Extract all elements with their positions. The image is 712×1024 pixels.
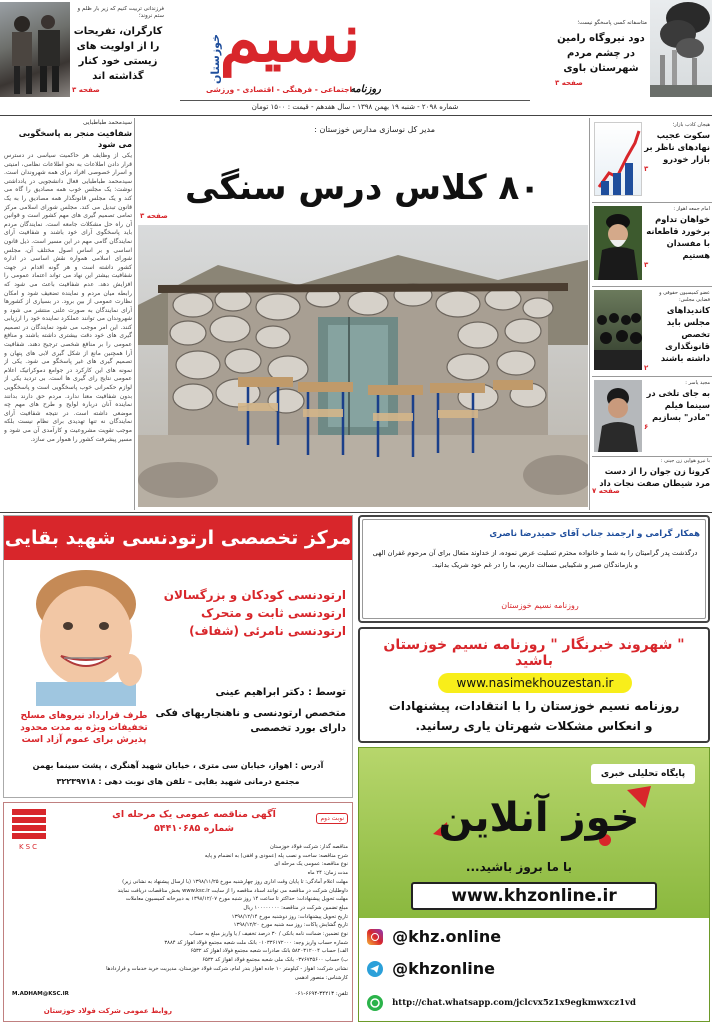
tender-line: مدت زمان: ۲۴ ماه	[307, 870, 348, 877]
ortho-title: مرکز تخصصی ارتودنسی شهید بقایی	[4, 516, 352, 560]
actor-photo	[594, 380, 642, 452]
parliament-photo	[594, 290, 642, 370]
tender-title: آگهی مناقصه عمومی یک مرحله ای	[112, 809, 276, 820]
khz-label: پایگاه تحلیلی خبری	[591, 764, 695, 784]
telegram-icon	[367, 961, 383, 977]
tender-line: مناقصه گذار: شرکت فولاد خوزستان	[269, 844, 348, 850]
khz-ad[interactable]	[358, 747, 710, 1022]
tender-phone: تلفن: ۳۴۲۱۳-۶۶۹۴-۰۶۱	[294, 991, 348, 997]
khz-telegram-row[interactable]	[367, 958, 703, 980]
sidebar-kicker: هیجان کاذب بازار؛	[672, 122, 710, 128]
whatsapp-link[interactable]: http://chat.whatsapp.com/jclcvx5z1x9egkmwxcz1vd	[392, 997, 636, 1008]
ortho-service-1: ارتودنسی کودکان و بزرگسالان	[163, 588, 346, 602]
smoke-stack-icon	[650, 0, 712, 97]
condolence	[358, 515, 710, 623]
editorial-title[interactable]: شفافیت منجر به پاسخگویی می شود	[18, 128, 132, 149]
tagline: اجتماعی - فرهنگی - اقتصادی - ورزشی	[205, 85, 353, 94]
tender-line: شرح مناقصه: ساخت و نصب پله (عمودی و افقی) به انضمام و پایه	[204, 852, 348, 859]
chart-arrow-icon	[595, 123, 642, 196]
tender-line: نشانی شرکت: اهواز - کیلومتر ۱۰ جاده اهواز بندر امام، شرکت فولاد خوزستان، مدیریت خرید خدمات و قراردادها	[106, 965, 348, 972]
sidebar-page: ۳	[644, 165, 649, 173]
sidebar-item-parliament[interactable]	[592, 288, 712, 374]
child-smile-photo	[6, 564, 156, 706]
sidebar-page: صفحه ۷	[592, 487, 620, 495]
tender-line: داوطلبان شرکت در مناقصه می توانند اسناد مناقصه را از سایت www.ksc.ir بخش مناقصات دریافت نمایند	[117, 887, 348, 894]
tender-badge: نوبت دوم	[316, 813, 348, 824]
tender-line: نوع مناقصه: عمومی یک مرحله ای	[274, 861, 348, 868]
instagram-handle: @khz.online	[392, 927, 502, 946]
paper-label: روزنامه	[349, 84, 381, 95]
reporter-line-1: روزنامه نسیم خوزستان را با انتقادات، پیشنهادات	[388, 699, 680, 713]
tender	[3, 802, 353, 1022]
reporter-ad[interactable]	[358, 627, 710, 743]
top-right-page[interactable]: صفحه ۳	[555, 79, 583, 87]
tender-line: تاریخ گشایش پاکات: روز سه شنبه مورخ ۱۳۹۸/۱۲/۲۰	[233, 922, 348, 929]
logo-main: نسیم	[219, 0, 361, 77]
khz-instagram-row[interactable]	[367, 926, 703, 948]
sidebar-kicker: عضو کمیسیون حقوقی و قضایی مجلس:	[659, 290, 710, 303]
tender-number: شماره ۵۴۴۱۰۶۸۵	[153, 823, 235, 834]
sidebar-item-imam-jomeh[interactable]	[592, 204, 712, 284]
sidebar-item-corona[interactable]	[592, 458, 710, 510]
tender-line: تاریخ تحویل پیشنهادات: روز دوشنبه مورخ ۱۳۹۸/۱۲/۱۴	[231, 913, 348, 920]
crowd-icon	[594, 290, 642, 370]
tender-line: ب) حساب ۰۳۷۶۷۳۵۶۰۰ بانک ملی شعبه مجتمع فولاد اهواز کد ۶۵۳۲	[202, 957, 348, 964]
sidebar-title: به جای تلخی در سینما فیلم "مادر" بسازیم	[646, 388, 710, 422]
condolence-body: درگذشت پدر گرامیتان را به شما و خانواده محترم تسلیت عرض نموده، از خداوند متعال برای آن مرحوم غفران الهی و بازماندگان صبر و شکیبایی مسالت داریم، ما را در غم خود شریک بدانید.	[372, 549, 698, 569]
ortho-doctor-line-2: دارای بورد تخصصی	[250, 723, 346, 734]
orthodontics-ad[interactable]	[3, 515, 353, 798]
ortho-service-2: ارتودنسی ثابت و متحرک	[200, 606, 346, 620]
whatsapp-icon	[367, 995, 383, 1011]
sidebar-page: ۳	[644, 261, 649, 269]
tender-line: نوع تضمین: ضمانت نامه بانکی / ۳۰ درصد تخفیف / یا واریز مبلغ به حساب	[189, 931, 348, 938]
logo	[205, 0, 381, 100]
reporter-title: " شهروند خبرنگار " روزنامه نسیم خوزستان باشید	[383, 637, 685, 669]
editorial-body: یکی از وظایف هر حاکمیت سیاسی در دسترس قرار دادن اطلاعات به نحو اطلاعات نظامی، امنیتی و اسرار خصوصی افراد برای همه شهروندان است. سیدمحمد طباطبایی فعال دانشجویی در یادداشتی نوشت: یک مجلس خوب همه مصادیق را گاه می کند و یک مجلس قانونگذار همه مصادیق را به یک قانون تبدیل می کند. مجلس شورای اسلامی مرکز تمامی تصمیم گیری های مهم کشور است و قوانین آن راه حل مشکلات جامعه است. نمایندگان مردم باید پاسخگوی آرای خود باشند و شفافیت آرای نمایندگان گامی مهم در این مسیر است. ذیل قانون اساسی و بر اساس اصول مختلف آن، مجلس شورای اسلامی همواره نقش اساسی در اداره کشور داشته است و هر گونه اقدام در جهت شفافیت بیشتر این نهاد می تواند اعتماد عمومی را افزایش دهد. عدم شفافیت باعث می شود که رابطه میان مردم و نماینده تضعیف شود و امکان نظارت عمومی از بین برود. در بسیاری از کشورها آرای نمایندگان به صورت علنی منتشر می شود و شهروندان می توانند عملکرد نماینده خود را ارزیابی کنند. این امر موجب می شود نمایندگان در تصمیم گیری های خود دقت بیشتری داشته باشند و منافع عمومی را بر منافع شخصی ترجیح دهند. شفافیت آرا همچنین مانع از شکل گیری لابی های پنهان و تصمیم گیری های غیر پاسخگو می شود. یکی از نمونه های این کارکرد در جوامع دموکراتیک اعلام عمومی نتایج رای گیری ها است. بی تردید یکی از لوازم حکمرانی خوب پاسخگویی است و پاسخگویی بدون شفافیت معنا ندارد. مردم حق دارند بدانند نماینده آنان درباره لوایح و طرح های مهم چه موضعی داشته است. در نتیجه شفافیت آرای نمایندگان نه تنها تهدیدی برای نظام نیست بلکه موجب تقویت مشروعیت و کارآمدی آن می شود و مسیر پیشرفت کشور را هموار می سازد.	[4, 152, 132, 443]
sidebar-item-cinema[interactable]	[592, 378, 712, 454]
ortho-doctor-line-1: متخصص ارتودنسی و ناهنجاریهای فکی	[155, 708, 346, 719]
lead-page[interactable]: صفحه ۳	[140, 212, 168, 220]
sidebar-kicker: امام جمعه اهواز :	[673, 206, 710, 212]
workers-photo	[0, 2, 70, 97]
tender-line: کارشناس: منصور ادهمی	[294, 974, 348, 981]
ortho-offer-1: طرف قرارداد نیروهای مسلح	[20, 711, 148, 721]
ortho-address: آدرس : اهواز، خیابان سی متری ، خیابان شهید آهنگری ، پشت سینما بهمن	[32, 761, 324, 770]
khz-url[interactable]: www.khzonline.ir	[411, 882, 657, 910]
editorial	[4, 118, 132, 510]
sidebar-page: ۶	[644, 423, 649, 431]
khz-logo-text: خوز آنلاین	[438, 795, 640, 841]
khz-slogan: با ما بروز باشید...	[465, 860, 573, 874]
sidebar-title: سکوت عجیب نهادهای ناظر بر بازار خودرو	[644, 130, 710, 164]
editorial-author: سیدمحمد طباطبایی	[82, 119, 132, 126]
reporter-line-2: و انعکاس مشکلات شهرتان یاری رسانید.	[415, 719, 653, 733]
tender-body	[12, 843, 348, 982]
top-left-page[interactable]: صفحه ۳	[72, 86, 100, 94]
cleric-photo	[594, 206, 642, 280]
ksc-logo-text: KSC	[19, 843, 39, 851]
masthead	[0, 0, 712, 100]
child-icon	[6, 564, 156, 706]
ortho-offer-3: پذیرش برای عموم آزاد است	[21, 735, 147, 745]
tender-line: مهلت اعلام آمادگی: تا پایان وقت اداری روز چهارشنبه مورخ ۱۳۹۸/۱۱/۲۵ (با ارسال پیشنهاد به نشانی زیر)	[122, 878, 348, 885]
top-right-title[interactable]: دود نیروگاه رامین در چشم مردم شهرستان باوی	[557, 33, 645, 74]
ksc-logo-icon	[12, 809, 46, 839]
instagram-icon	[367, 929, 383, 945]
condolence-title: همکار گرامی و ارجمند جناب آقای حمیدرضا ناصری	[489, 529, 700, 539]
car-market-photo	[594, 122, 642, 196]
khz-whatsapp-row[interactable]	[367, 992, 703, 1014]
stone-classroom-photo	[138, 225, 588, 507]
sidebar-kicker: با نیرو هوایی زن جینی :	[660, 458, 710, 464]
ortho-doctor: توسط : دکتر ابراهیم عینی	[215, 687, 346, 698]
cleric-icon	[594, 206, 642, 280]
tender-line: مهلت تحویل پیشنهادات: حداکثر تا ساعت ۱۴ روز شنبه مورخ ۱۳۹۸/۱۲/۰۷ به دبیرخانه کمیسیون معاملات	[125, 896, 348, 903]
reporter-url[interactable]: www.nasimekhouzestan.ir	[438, 673, 632, 693]
tender-line: مبلغ تضمین شرکت در مناقصه: ۱۰۰۰۰۰۰۰۰ ریال	[243, 904, 348, 911]
workers-icon	[0, 2, 70, 97]
sidebar-item-car-market[interactable]	[592, 118, 712, 200]
sidebar-title: کاندیداهای مجلس باید تخصص قانونگذاری داشته باشند	[660, 305, 710, 363]
khz-logo	[419, 778, 659, 858]
top-left-title[interactable]: کارگران، تفریحات را از اولویت های زیستی خود کنار گذاشته اند	[73, 26, 163, 82]
sidebar-title: کرونا زن جوان را از دست مرد شیطان صفت نجات داد	[599, 466, 710, 488]
condolence-signature: روزنامه نسیم خوزستان	[501, 601, 579, 610]
ortho-offer-2: تخفیفات ویژه به مدت محدود	[20, 723, 148, 733]
tender-email[interactable]: M.ADHAM@KSC.IR	[12, 991, 69, 997]
tender-line: شماره حساب واریز وجه: ۰۱۰۳۳۶۱۷۲۰۰۰ بانک ملت شعبه مجتمع فولاد اهواز کد ۳۸۸۴	[164, 939, 348, 946]
tender-line: الف) حساب ۵۸۲۰۳۱۲۰۰۴ بانک صادرات شعبه مجتمع فولاد اهواز کد ۶۵۳۲	[190, 948, 348, 955]
sidebar	[592, 118, 712, 510]
telegram-handle: @khzonline	[392, 959, 496, 978]
top-right-kicker: متاسفانه کسی پاسخگو نیست؛	[577, 20, 647, 26]
sidebar-title: خواهان تداوم برخورد قاطعانه با مفسدان هستیم	[646, 214, 710, 260]
ortho-service-3: ارتودنسی نامرئی (شفاف)	[189, 624, 346, 638]
lead-headline[interactable]: ۸۰ کلاس درس سنگی	[185, 168, 540, 208]
person-icon	[594, 380, 642, 452]
sidebar-page: ۲	[644, 364, 649, 372]
sidebar-kicker: مجید یاسر :	[685, 380, 710, 386]
stone-classroom-icon	[138, 225, 588, 507]
logo-sub: خوزستان	[209, 34, 222, 84]
top-left-kicker: فرزندانی تربیت کنیم که زیر بار ظلم و ستم نروند؛	[77, 6, 164, 19]
ortho-contact: مجتمع درمانی شهید بقایی – تلفن های نوبت دهی : ۳۲۲۳۹۷۱۸	[56, 777, 300, 786]
issue-bar	[180, 100, 530, 114]
lead-kicker: مدیر کل نوسازی مدارس خوزستان :	[314, 125, 435, 134]
power-plant-photo	[650, 0, 712, 97]
issue-line: شماره ۲۰۹۸ - شنبه ۱۹ بهمن ۱۳۹۸ - سال هفدهم - قیمت : ۱۵۰۰ تومان	[251, 103, 459, 111]
tender-footer: روابط عمومی شرکت فولاد خوزستان	[43, 1007, 172, 1015]
